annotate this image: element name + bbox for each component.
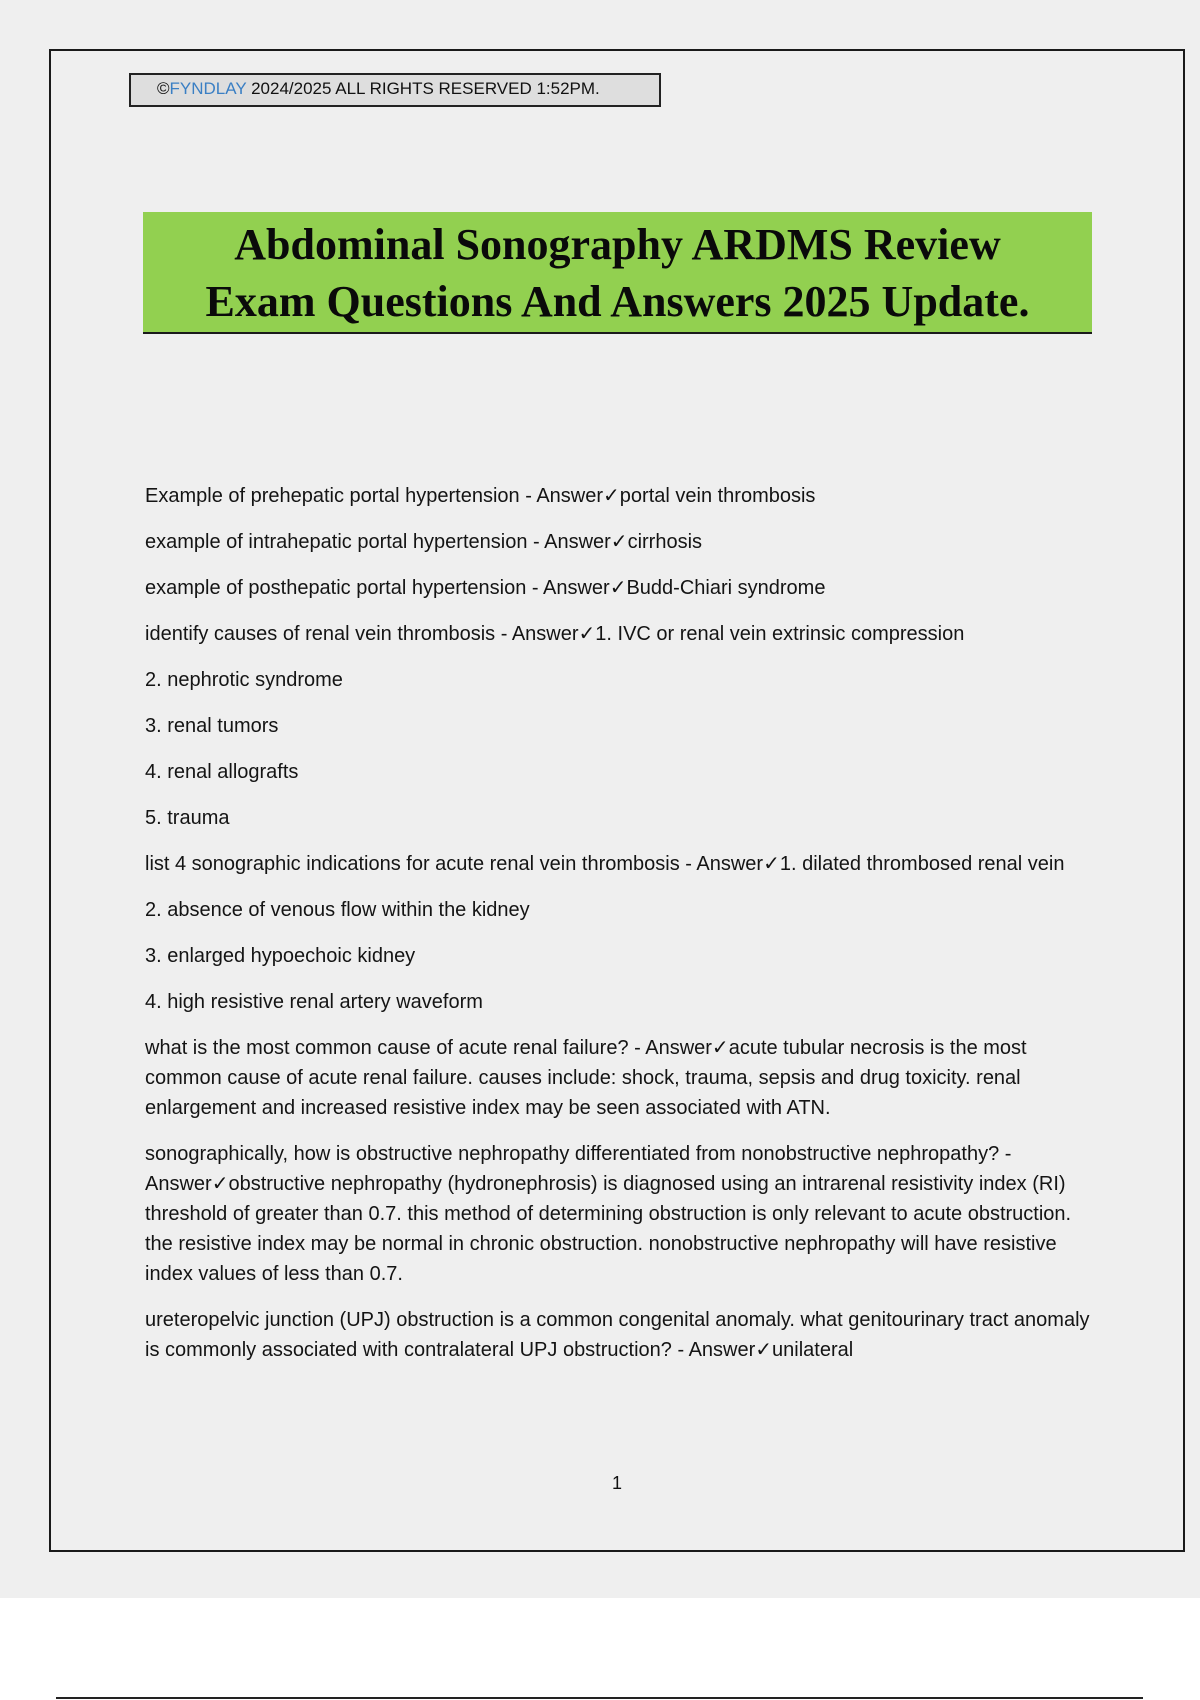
list-line: 2. absence of venous flow within the kidney [145,899,530,921]
list-line: 2. nephrotic syndrome [145,669,343,691]
copyright-symbol: © [157,79,170,98]
list-line: 3. enlarged hypoechoic kidney [145,945,416,967]
qa-paragraph: what is the most common cause of acute renal failure? - Answer✓acute tubular necrosis is the most common cause of acute renal failure. causes include: shock, trauma, sepsis and drug toxicity. renal enlargement and increased resistive index may be seen associated with ATN. [145,1037,1027,1119]
list-line: 4. renal allografts [145,761,299,783]
qa-paragraph: sonographically, how is obstructive nephropathy differentiated from nonobstructive nephropathy? - Answer✓obstructive nephropathy (hydronephrosis) is diagnosed using an intrarenal resistivity index (RI) threshold of greater than 0.7. this method of determining obstruction is only relevant to acute obstruction. the resistive index may be normal in chronic obstruction. nonobstructive nephropathy will have resistive index values of less than 0.7. [145,1143,1072,1285]
page-number: 1 [611,1473,622,1493]
qa-paragraph: identify causes of renal vein thrombosis - Answer✓1. IVC or renal vein extrinsic compression [145,623,965,645]
question-answer-list [145,481,1095,1381]
copyright-text: 2024/2025 ALL RIGHTS RESERVED 1:52PM. [246,79,600,98]
list-line: 4. high resistive renal artery waveform [145,991,483,1013]
document-title [143,212,1092,334]
list-line: 5. trauma [145,807,230,829]
qa-paragraph: example of posthepatic portal hypertension - Answer✓Budd-Chiari syndrome [145,577,826,599]
qa-paragraph: list 4 sonographic indications for acute renal vein thrombosis - Answer✓1. dilated thrombosed renal vein [145,853,1065,875]
title-line-1: Abdominal Sonography ARDMS Review [234,220,1001,269]
brand-name: FYNDLAY [169,79,247,98]
title-line-2: Exam Questions And Answers 2025 Update. [205,277,1030,326]
list-line: 3. renal tumors [145,715,279,737]
qa-paragraph: Example of prehepatic portal hypertension - Answer✓portal vein thrombosis [145,485,816,507]
copyright-banner [129,73,661,107]
next-page-divider [56,1697,1143,1699]
qa-paragraph: ureteropelvic junction (UPJ) obstruction is a common congenital anomaly. what genitourinary tract anomaly is commonly associated with contralateral UPJ obstruction? - Answer✓unilateral [145,1309,1090,1361]
qa-paragraph: example of intrahepatic portal hypertension - Answer✓cirrhosis [145,531,703,553]
